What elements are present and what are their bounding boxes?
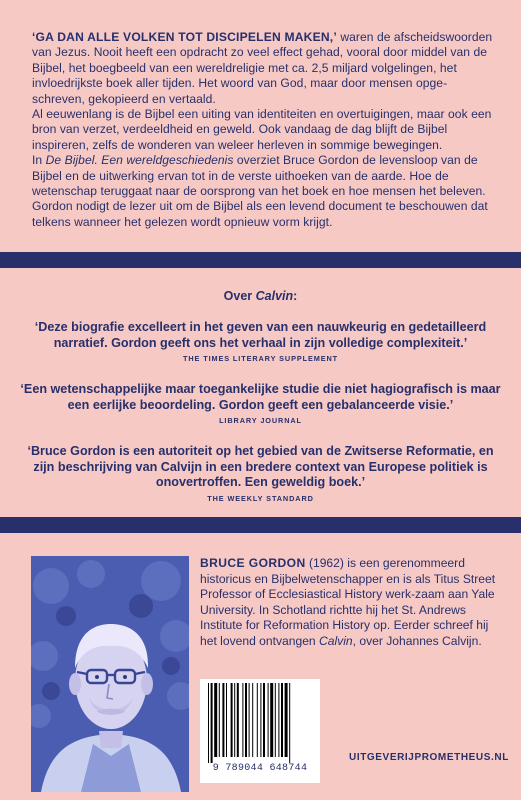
blurb-text-1: waren de afscheidswoorden van Jezus. Nooit heeft een opdracht zo veel effect gehad, vooral door middel van de Bijbel, het boegbeeld van een wereldreligie met ca. 2,5 miljard volgelingen, het invloedrijkste boek aller tijden. Het woord van God, maar door mensen opge-schreven, gekopieerd en vertaald. <box>32 30 493 106</box>
review-source: THE TIMES LITERARY SUPPLEMENT <box>182 354 339 364</box>
reviews-heading-suffix: : <box>293 289 298 303</box>
review-source: LIBRARY JOURNAL <box>219 416 302 426</box>
review-text: ‘Deze biografie excelleert in het geven van een nauwkeurig en gedetailleerd narratief. Gordon geeft ons het verhaal in zijn volledige complexiteit.’ <box>34 320 487 350</box>
blurb-paragraph-3 <box>32 153 494 230</box>
review-quote <box>20 382 501 425</box>
review-quote <box>20 320 501 363</box>
author-portrait-illustration <box>31 556 189 792</box>
publisher-url: UITGEVERIJPROMETHEUS.NL <box>349 752 509 763</box>
divider-band-bottom <box>0 517 521 533</box>
isbn-barcode <box>200 679 320 783</box>
isbn-number: 9 789044 648744 <box>212 763 308 774</box>
divider-band-top <box>0 252 521 268</box>
back-cover-blurb <box>32 30 494 230</box>
blurb-paragraph-1 <box>32 30 494 107</box>
review-text: ‘Bruce Gordon is een autoriteit op het gebied van de Zwitserse Reformatie, en zijn beschrijving van Calvijn in een bredere context van Europese politiek is onovertroffen. Een geweldig boek.’ <box>27 444 494 490</box>
review-source: THE WEEKLY STANDARD <box>207 493 314 503</box>
blurb-text-3: overziet Bruce Gordon de levensloop van de Bijbel en de uitwerking ervan tot in de verste uithoeken van de aarde. Hoe de wetenschap teruggaat naar de oorsprong van het boek en hoe mensen het beleven. Gordon nodigt de lezer uit om de Bijbel als een levend document te beschouwen dat telkens wanneer het gelezen wordt opnieuw vorm krijgt. <box>32 153 488 229</box>
reviews-heading-prefix: Over <box>223 289 256 303</box>
reviews-heading <box>0 289 521 303</box>
author-photo <box>31 556 189 792</box>
book-title: De Bijbel. Een wereldgeschiedenis <box>45 153 234 168</box>
author-bio-text-1: (1962) is een gerenommeerd historicus en Bijbelwetenschapper en is als Titus Street Professor of Ecclesiastical History werk-zaam aan Yale University. In Schotland richtte hij het St. Andrews Institute for Reformation History op. Eerder schreef hij het lovend ontvangen <box>200 556 496 648</box>
author-bio-title: Calvin <box>319 633 353 648</box>
author-bio <box>200 556 496 649</box>
review-quote <box>20 444 501 503</box>
review-text: ‘Een wetenschappelijke maar toegankelijke studie die niet hagiografisch is maar een eerlijke beoordeling. Gordon geeft een gebalanceerde visie.’ <box>20 382 501 412</box>
blurb-paragraph-2: Al eeuwenlang is de Bijbel een uiting van identiteiten en overtuigingen, maar ook een bron van verzet, verdeeldheid en geweld. Ook vandaag de dag blijft de Bijbel inspireren, zelfs de wonderen van weleer herleven in sommige bewegingen. <box>32 107 492 152</box>
blurb-text-3-pre: In <box>32 153 46 168</box>
author-name: BRUCE GORDON <box>200 556 306 570</box>
barcode-bars <box>200 679 320 765</box>
blurb-lead-quote: ‘GA DAN ALLE VOLKEN TOT DISCIPELEN MAKEN,’ <box>32 30 337 44</box>
author-bio-text-2: , over Johannes Calvijn. <box>352 633 482 648</box>
reviews-heading-title: Calvin <box>255 289 294 303</box>
